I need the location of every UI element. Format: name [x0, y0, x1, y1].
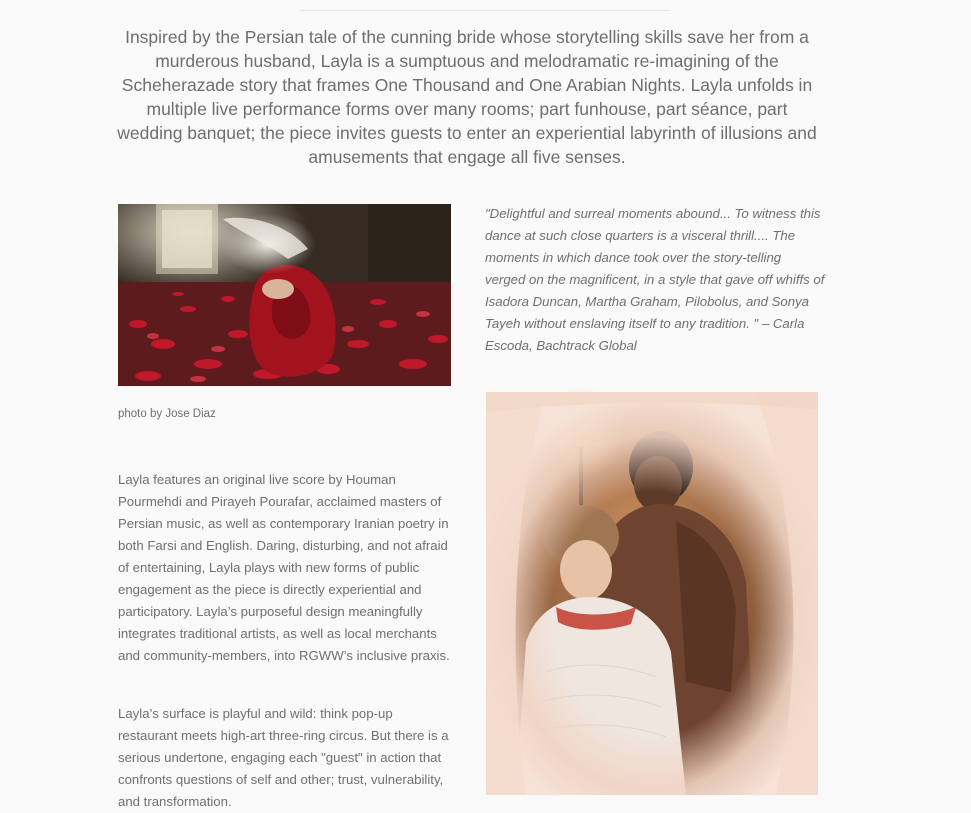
intro-paragraph: Inspired by the Persian tale of the cunning bride whose storytelling skills save her from a murderous husband, Layla is a sumptuous and melodramatic re-imagining of the Scheherazade story that frames One Thousand and One Arabian Nights. Layla unfolds in multiple live performance forms over many rooms; part funhouse, part séance, part wedding banquet; the piece invites guests to enter an experiential labyrinth of illusions and amusements that engage all five senses.	[117, 27, 817, 167]
body-paragraph-2: Layla’s surface is playful and wild: think pop-up restaurant meets high-art three-ring circus. But there is a serious undertone, engaging each "guest" in action that confronts questions of self and other; trust, vulnerability, and transformation.	[118, 706, 449, 809]
performers-portrait-photo	[486, 392, 818, 795]
top-divider	[300, 10, 670, 11]
dancer-rose-petals-photo	[118, 204, 451, 386]
photo-caption: photo by Jose Diaz	[118, 408, 216, 420]
press-quote: "Delightful and surreal moments abound... To witness this dance at such close quarters is a visceral thrill.... The moments in which dance took over the story-telling verged on the magnificent, in a style that gave off whiffs of Isadora Duncan, Martha Graham, Pilobolus, and Sonya Tayeh without enslaving itself to any tradition. " – Carla Escoda, Bachtrack Global	[485, 206, 825, 353]
body-paragraph-1: Layla features an original live score by Houman Pourmehdi and Pirayeh Pourafar, acclaimed masters of Persian music, as well as contemporary Iranian poetry in both Farsi and English. Daring, disturbing, and not afraid of entertaining, Layla plays with new forms of public engagement as the piece is directly experiential and participatory. Layla’s purposeful design meaningfully integrates traditional artists, as well as local merchants and community-members, into RGWW’s inclusive praxis.	[118, 472, 450, 663]
